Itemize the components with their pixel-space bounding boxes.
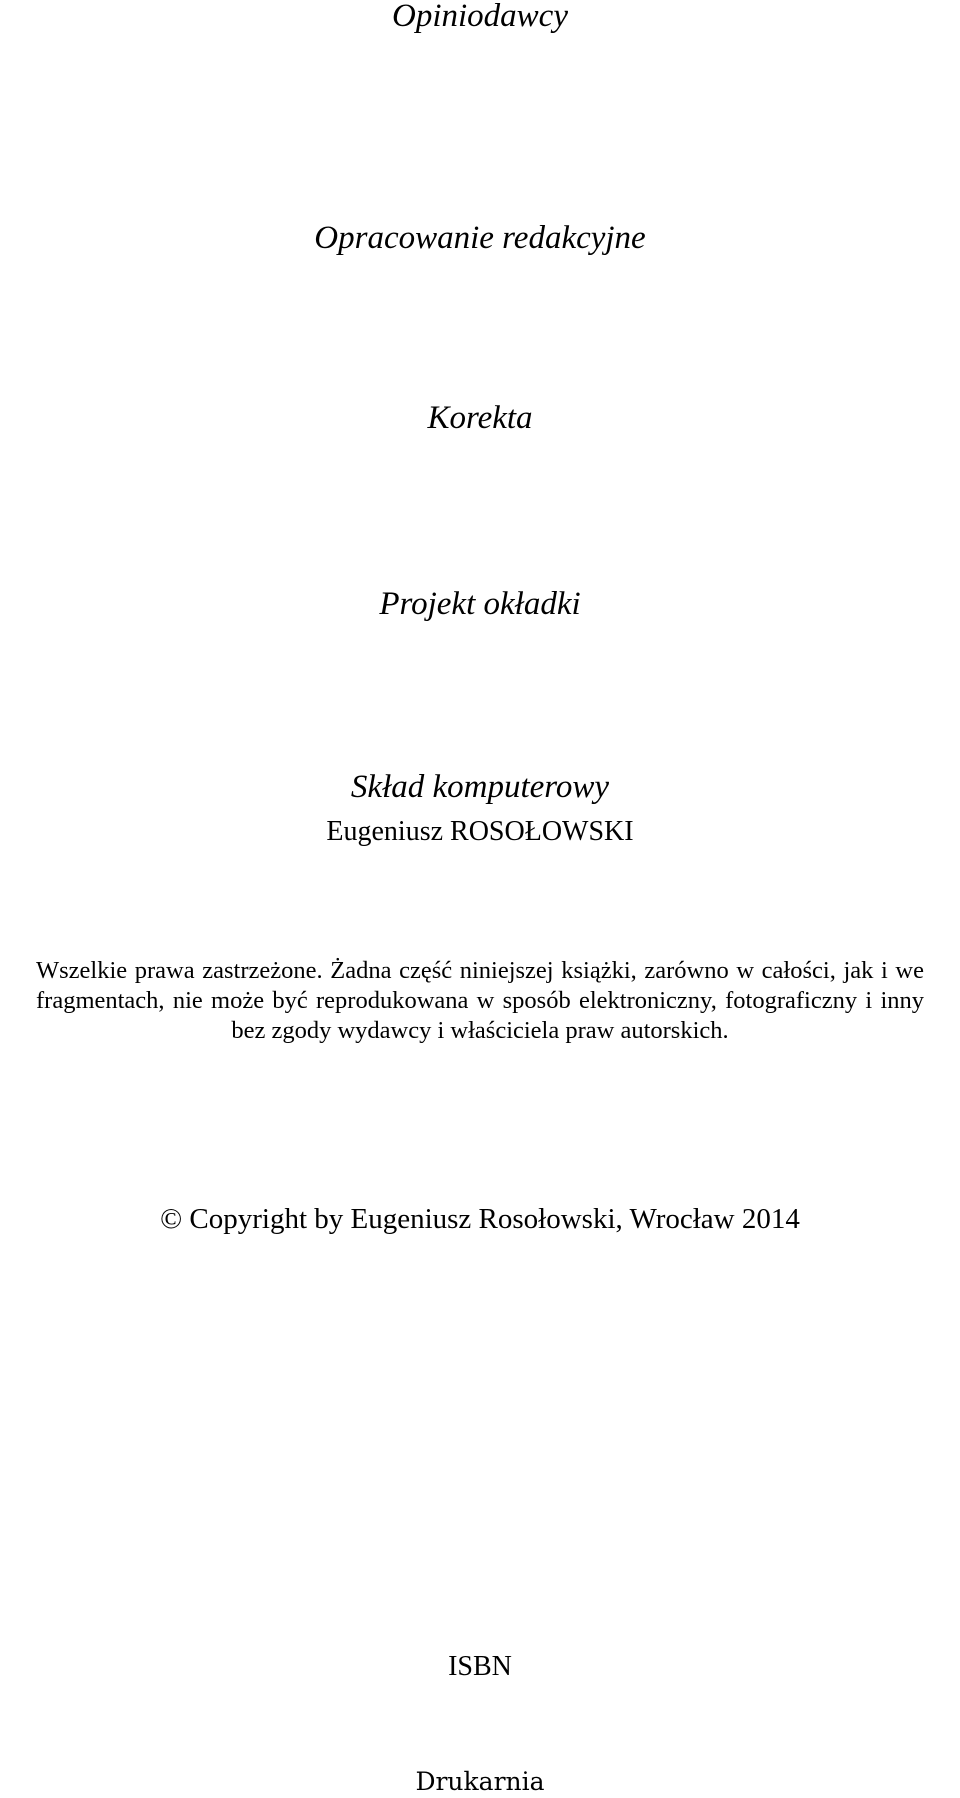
cover-design-heading: Projekt okładki bbox=[379, 586, 581, 622]
editing-heading: Opracowanie redakcyjne bbox=[314, 220, 646, 256]
typesetter-name: Eugeniusz ROSOŁOWSKI bbox=[326, 816, 634, 847]
typesetting-heading: Skład komputerowy bbox=[350, 769, 610, 805]
isbn-label: ISBN bbox=[448, 1651, 512, 1682]
proofreading-heading: Korekta bbox=[427, 400, 533, 436]
copyright-notice: © Copyright by Eugeniusz Rosołowski, Wrocław 2014 bbox=[160, 1203, 800, 1235]
rights-notice: Wszelkie prawa zastrzeżone. Żadna część niniejszej książki, zarówno w całości, jak i we fragmentach, nie może być reprodukowana w sposób elektroniczny, fotograficzny i inny bez zgody wydawcy i właściciela praw autorskich. bbox=[36, 957, 924, 1044]
reviewers-heading: Opiniodawcy bbox=[392, 0, 568, 34]
printer-label: Drukarnia bbox=[415, 1767, 545, 1796]
